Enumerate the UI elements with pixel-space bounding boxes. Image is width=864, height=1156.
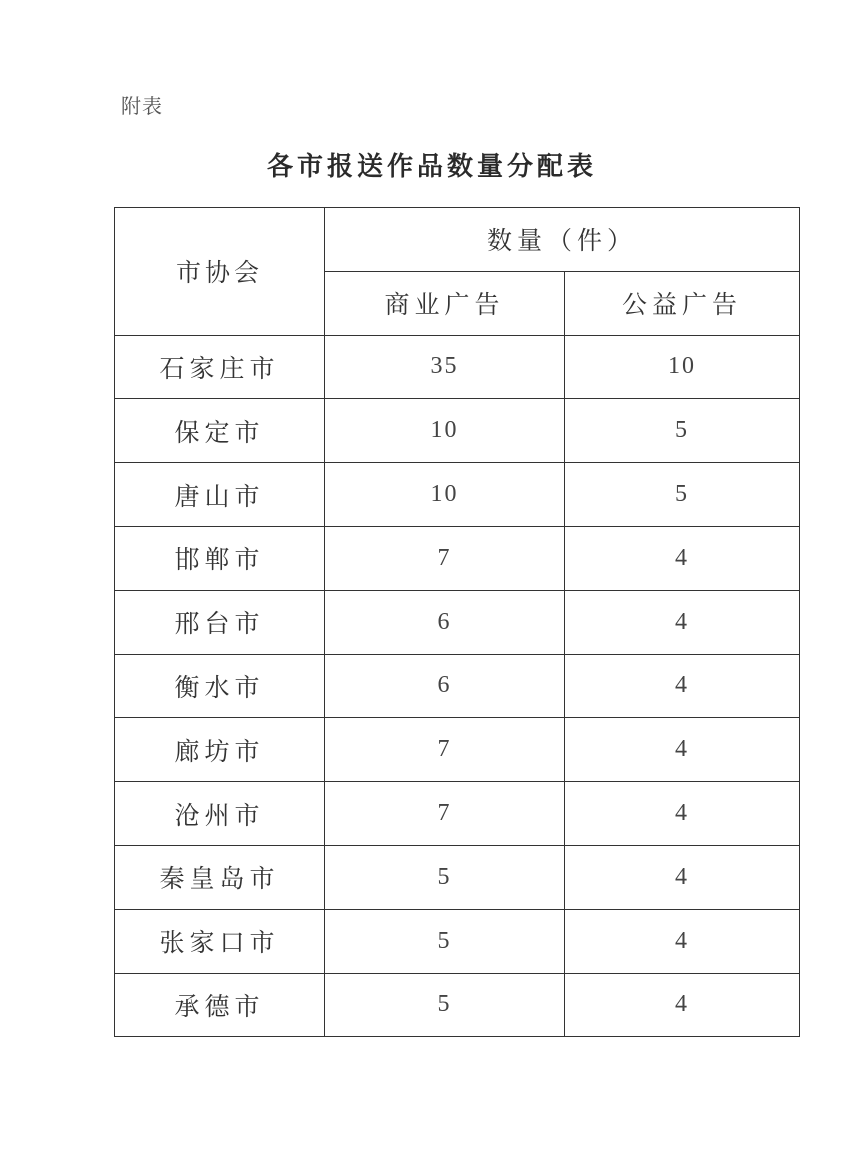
- city-cell: 衡水市: [115, 654, 325, 718]
- commercial-cell: 35: [325, 335, 565, 399]
- table-row: [115, 399, 800, 463]
- table-row: [115, 782, 800, 846]
- commercial-cell: 10: [325, 399, 565, 463]
- header-quantity: 数量（件）: [325, 208, 800, 272]
- city-cell: 保定市: [115, 399, 325, 463]
- table-row: [115, 526, 800, 590]
- commercial-cell: 6: [325, 654, 565, 718]
- public-cell: 4: [565, 718, 800, 782]
- city-cell: 张家口市: [115, 909, 325, 973]
- table-row: [115, 845, 800, 909]
- public-cell: 4: [565, 973, 800, 1037]
- public-cell: 5: [565, 463, 800, 527]
- public-cell: 4: [565, 526, 800, 590]
- commercial-cell: 6: [325, 590, 565, 654]
- page-title: 各市报送作品数量分配表: [266, 152, 597, 182]
- table-row: [115, 463, 800, 527]
- table-header-row: [115, 208, 800, 272]
- table-row: [115, 973, 800, 1037]
- city-cell: 沧州市: [115, 782, 325, 846]
- header-commercial: 商业广告: [325, 271, 565, 335]
- public-cell: 4: [565, 654, 800, 718]
- public-cell: 4: [565, 845, 800, 909]
- public-cell: 5: [565, 399, 800, 463]
- commercial-cell: 7: [325, 526, 565, 590]
- table-row: [115, 590, 800, 654]
- public-cell: 4: [565, 590, 800, 654]
- table-row: [115, 335, 800, 399]
- table-row: [115, 909, 800, 973]
- public-cell: 4: [565, 782, 800, 846]
- table-row: [115, 654, 800, 718]
- city-cell: 承德市: [115, 973, 325, 1037]
- commercial-cell: 7: [325, 782, 565, 846]
- public-cell: 4: [565, 909, 800, 973]
- header-city: 市协会: [115, 208, 325, 336]
- city-cell: 秦皇岛市: [115, 845, 325, 909]
- appendix-label: 附表: [121, 94, 163, 118]
- allocation-table: [114, 207, 800, 1037]
- commercial-cell: 5: [325, 845, 565, 909]
- header-public: 公益广告: [565, 271, 800, 335]
- city-cell: 邢台市: [115, 590, 325, 654]
- city-cell: 石家庄市: [115, 335, 325, 399]
- city-cell: 廊坊市: [115, 718, 325, 782]
- city-cell: 唐山市: [115, 463, 325, 527]
- city-cell: 邯郸市: [115, 526, 325, 590]
- commercial-cell: 5: [325, 973, 565, 1037]
- commercial-cell: 7: [325, 718, 565, 782]
- commercial-cell: 5: [325, 909, 565, 973]
- commercial-cell: 10: [325, 463, 565, 527]
- table-row: [115, 718, 800, 782]
- public-cell: 10: [565, 335, 800, 399]
